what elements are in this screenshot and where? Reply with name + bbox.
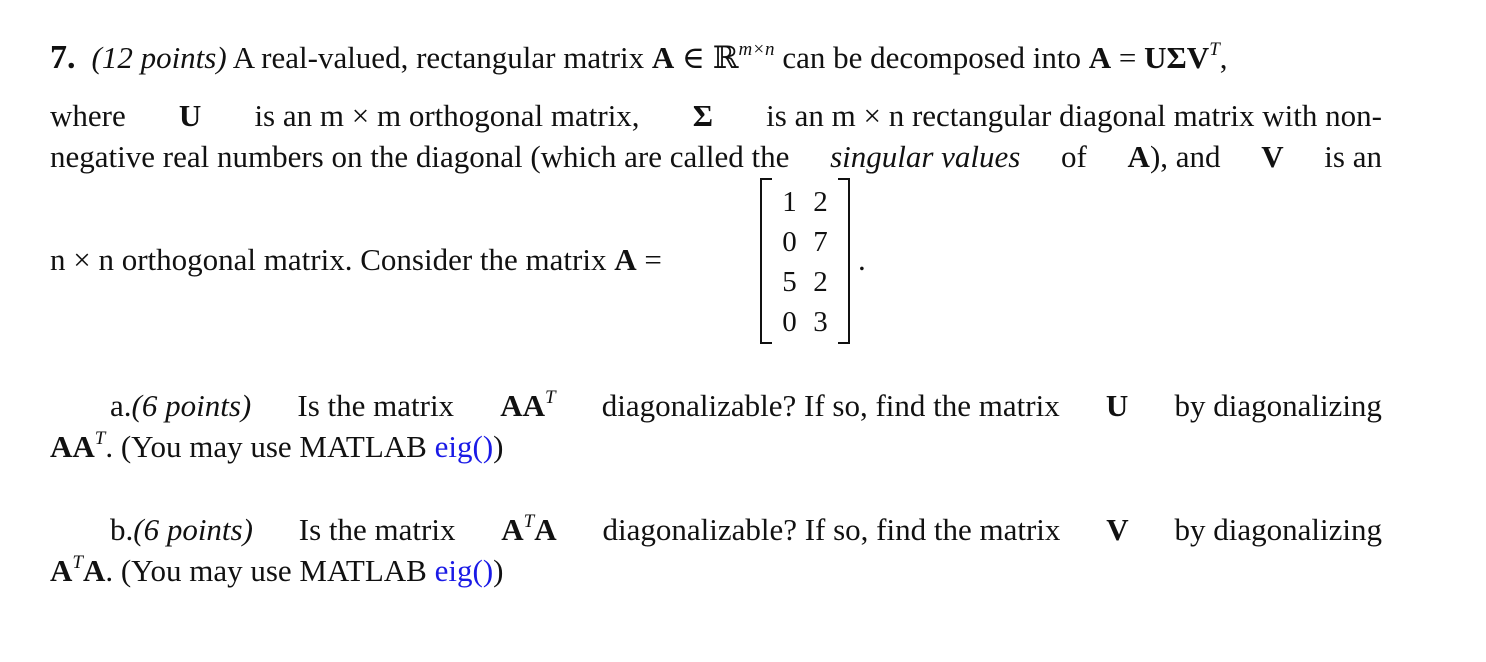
eig-link[interactable]: eig() [434,553,494,588]
text-segment: diagonalizable? If so, find the matrix [602,512,1061,547]
transpose-superscript: T [545,387,556,408]
text-segment: is an [1324,139,1382,174]
matrix-symbol: A [534,512,557,547]
matrix-cell: 7 [813,226,828,258]
matrix-symbol: V [1106,512,1129,547]
close-paren: ) [493,429,504,464]
matrix-cell: 1 [782,186,797,218]
problem-line-3 [50,137,1382,177]
part-a-line-1 [110,386,1382,426]
text-segment: . (You may use MATLAB [105,429,427,464]
text-segment: Is the matrix [297,388,455,423]
matrix-cell: 5 [782,266,797,298]
part-points: (6 points) [133,512,253,547]
usv-symbol: UΣV [1144,40,1210,75]
transpose-superscript: T [72,552,83,573]
matrix-symbol: A [1127,139,1150,174]
text-segment: by diagonalizing [1174,512,1382,547]
matrix-cell: 2 [813,266,828,298]
matrix-symbol: AA [500,388,546,423]
problem-text: A real-valued, rectangular matrix [232,40,645,75]
transpose-superscript: T [94,428,106,449]
text-segment: by diagonalizing [1174,388,1382,423]
dims-superscript: m×n [738,39,775,60]
matrix-cell: 0 [782,306,797,338]
matrix-symbol: U [178,98,202,133]
problem-line-4 [50,240,662,280]
problem-points: (12 points) [91,40,227,75]
transpose-superscript: T [523,511,535,532]
matrix-symbol: A [651,40,675,75]
comma: , [1219,40,1228,75]
matrix-A [760,178,850,344]
matrix-symbol: A [1088,40,1112,75]
close-paren: ) [493,553,504,588]
matrix-cell: 0 [782,226,797,258]
matrix-symbol: AA [50,429,95,464]
text-segment: . (You may use MATLAB [105,553,427,588]
word: of [1061,139,1087,174]
equals: = [1118,40,1137,75]
matrix-symbol: Σ [692,98,713,133]
problem-line-2 [50,96,1382,136]
matrix-cell: 2 [813,186,828,218]
element-of: ∈ ℝ [682,40,739,75]
matrix-symbol: A [614,242,637,277]
left-bracket [760,178,772,344]
matrix-symbol: A [501,512,524,547]
transpose-superscript: T [1209,39,1220,60]
text-segment: diagonalizable? If so, find the matrix [601,388,1060,423]
singular-values-term: singular values [830,139,1021,174]
problem-number: 7. [50,39,76,76]
matrix-symbol: A [82,553,106,588]
matrix-cells [774,184,836,340]
part-b-line-2 [50,551,1382,591]
matrix-symbol: A [50,553,73,588]
text-segment: ), and [1149,139,1221,174]
text-segment: is an m × m orthogonal matrix, [254,98,640,133]
matrix-cell: 3 [813,306,828,338]
eig-link[interactable]: eig() [434,429,494,464]
matrix-symbol: U [1105,388,1129,423]
text-segment: n × n orthogonal matrix. Consider the matrix [50,242,607,277]
text-segment: negative real numbers on the diagonal (which are called the [50,139,790,174]
part-label: a. [110,388,132,423]
part-label: b. [110,512,134,547]
equals: = [644,242,662,277]
matrix-period: . [858,242,866,277]
decomposition-text: can be decomposed into [782,40,1082,75]
matrix-symbol: V [1261,139,1284,174]
part-b-line-1 [110,510,1382,550]
part-points: (6 points) [131,388,252,423]
text-segment: is an m × n rectangular diagonal matrix with non- [766,98,1382,133]
right-bracket [838,178,850,344]
text-segment: Is the matrix [298,512,456,547]
problem-line-1 [50,38,1382,78]
part-a-line-2 [50,427,1382,467]
word: where [50,98,126,133]
